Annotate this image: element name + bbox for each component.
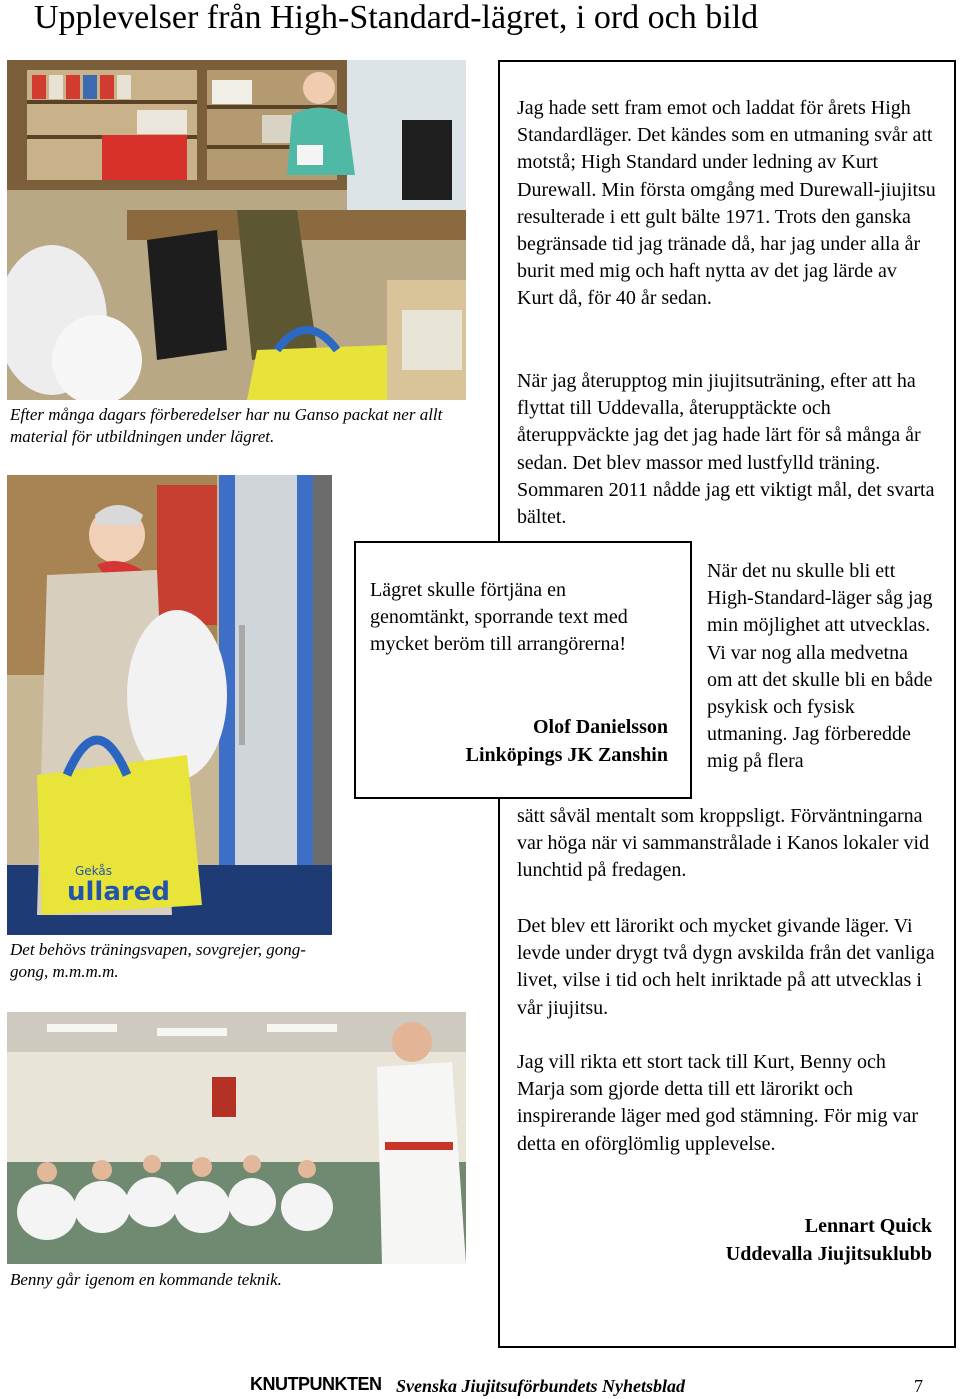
bag-print-small: Gekås (75, 864, 113, 878)
woman-illustration (7, 475, 332, 935)
quote-text: Lägret skulle förtjäna en genomtänkt, sporrande text med mycket beröm till arrangörerna! (370, 579, 628, 656)
quote-name: Olof Danielsson (532, 716, 668, 738)
footer-brand: KNUTPUNKTEN (250, 1374, 382, 1394)
page-number: 7 (914, 1376, 923, 1396)
article-paragraph-1: Jag hade sett fram emot och laddat för årets High Standardläger. Det kändes som en utmaning svår att motstå; High Standard under ledning av Kurt Durewall. Min första omgång med Durewall-jiujitsu resulterade i ett gult bälte 1971. Trots den ganska begränsade tid jag tränade då, har jag under alla år burit med mig och haft nytta av det jag lärde av Kurt då, för 40 år sedan. (517, 97, 936, 310)
article-paragraph-4: Det blev ett lärorikt och mycket givande läger. Vi levde under drygt två dygn avskilda från det vanliga livet, vilse i tid och helt inriktade på att utvecklas i vår jiujitsu. (517, 915, 935, 1019)
article-paragraph-3b: sätt såväl mentalt som kroppsligt. Förväntningarna var höga när vi sammanstrålade i Kanos lokaler vid lunchtid på fredagen. (517, 805, 930, 882)
article-paragraph-2: När jag återupptog min jiujitsuträning, efter att ha flyttat till Uddevalla, återupptäckte och återuppväckte jag det jag hade lärt för så många år sedan. Det blev massor med lustfylld träning. Sommaren 2011 nådde jag ett viktigt mål, det svarta bältet. (517, 370, 935, 529)
quote-box (354, 541, 692, 799)
photo-office-packing (7, 60, 466, 400)
caption-photo3: Benny går igenom en kommande teknik. (10, 1270, 282, 1289)
author-name: Lennart Quick (804, 1215, 932, 1237)
page-title: Upplevelser från High-Standard-lägret, i ord och bild (34, 0, 759, 36)
dojo-illustration (7, 1012, 466, 1264)
article-paragraph-5: Jag vill rikta ett stort tack till Kurt, Benny och Marja som gjorde detta till ett lärorikt och inspirerande läger med god stämning. För mig var detta en oförglömlig upplevelse. (517, 1051, 919, 1155)
page-footer (0, 1374, 960, 1398)
footer-subtitle: Svenska Jiujitsuförbundets Nyhetsblad (396, 1376, 686, 1396)
caption-photo1: Efter många dagars förberedelser har nu Ganso packat ner allt material för utbildningen under lägret. (10, 405, 443, 446)
photo-woman-with-bag (7, 475, 332, 935)
bag-print-large: ullared (67, 877, 170, 907)
author-signature (726, 1212, 932, 1268)
caption-photo2: Det behövs träningsvapen, sovgrejer, gong-gong, m.m.m.m. (10, 940, 306, 981)
author-club: Uddevalla Jiujitsuklubb (725, 1243, 932, 1265)
quote-signature (466, 713, 668, 769)
office-illustration (7, 60, 466, 400)
article-paragraph-3a: När det nu skulle bli ett High-Standard-läger såg jag min möjlighet att utvecklas. Vi var nog alla medvetna om att det skulle bli en både psykisk och fysisk utmaning. Jag förberedde mig på flera (707, 560, 933, 773)
photo-dojo-training (7, 1012, 466, 1264)
quote-club: Linköpings JK Zanshin (465, 744, 668, 766)
